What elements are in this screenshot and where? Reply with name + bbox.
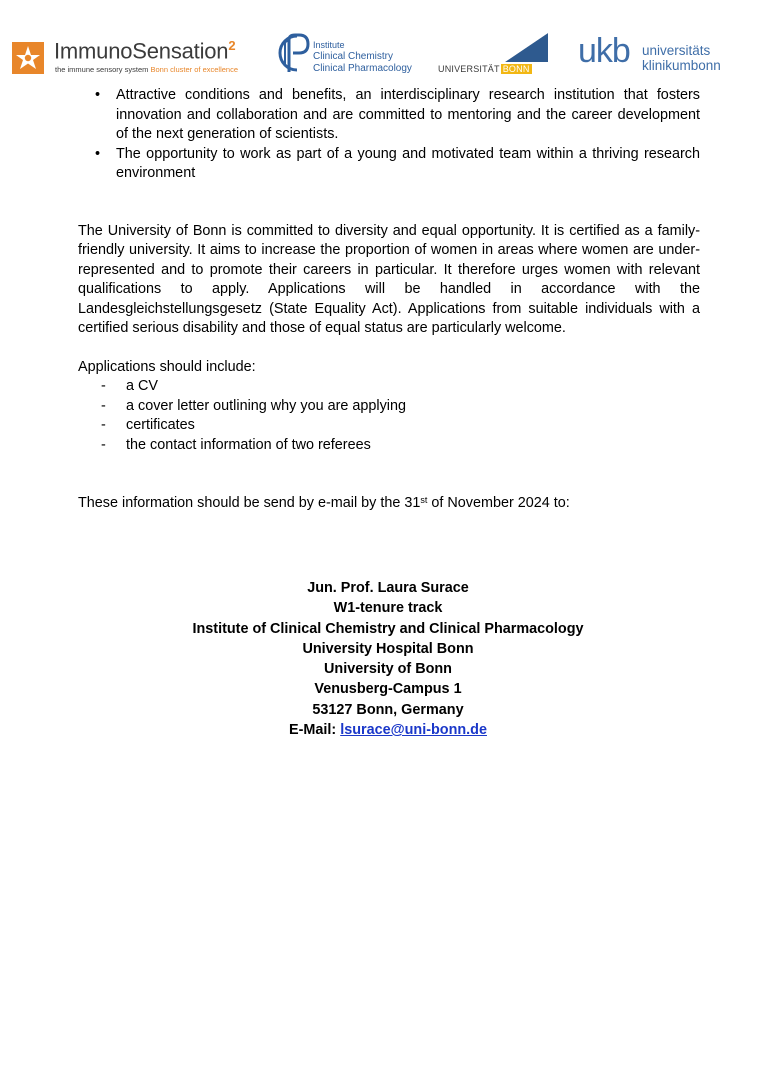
immunosensation-star-icon: [12, 42, 44, 74]
immunosensation-tagline: the immune sensory system Bonn cluster of excellence: [55, 65, 239, 74]
university-bonn-emblem-icon: [505, 33, 548, 62]
ukb-mark: ukb: [578, 32, 630, 70]
contact-name: Jun. Prof. Laura Surace: [307, 580, 469, 596]
letter-body: [78, 86, 700, 514]
contact-institute: Institute of Clinical Chemistry and Clinical Pharmacology: [192, 620, 584, 637]
contact-position: W1-tenure track: [333, 600, 443, 617]
contact-campus: Venusberg-Campus 1: [314, 681, 462, 698]
applications-list: [78, 377, 700, 455]
contact-block: [78, 578, 698, 740]
header-logos: [0, 0, 772, 90]
contact-university: University of Bonn: [324, 661, 452, 678]
diversity-paragraph: The University of Bonn is committed to diversity and equal opportunity. It is certified as a family-friendly university. It aims to increase the proportion of women in areas where women are under-represented and to promote their careers in particular. It therefore urges women with relevant qualifications to apply. Applications will be handled in accordance with the Landesgleichstellungsgesetz (State Equality Act). Applications from suitable individuals with a certified serious disability and those of equal status are particularly welcome.: [78, 222, 700, 336]
ukb-logo: [578, 32, 748, 78]
ukb-wordmark: universitäts klinikumbonn: [642, 43, 721, 73]
universitaet-bonn-logo: [436, 33, 552, 77]
email-link[interactable]: lsurace@uni-bonn.de: [340, 722, 487, 739]
immunosensation-name: ImmunoSensation$^2$: [54, 38, 236, 64]
contact-city: 53127 Bonn, Germany: [312, 701, 464, 718]
list-item: • Attractive conditions and benefits, an interdisciplinary research institution that fosters innovation and collaboration and are committed to mentoring and the career development of the next generation of scientists.: [116, 86, 700, 145]
list-item: - a CV: [126, 377, 700, 397]
contact-hospital: University Hospital Bonn: [302, 640, 474, 657]
contact-email-line: E-Mail: lsurace@uni-bonn.de: [289, 722, 487, 739]
applications-intro: Applications should include:: [78, 358, 256, 375]
institute-logo: [275, 32, 425, 76]
university-bonn-wordmark: UNIVERSITÄT BONN: [438, 64, 530, 74]
deadline-sentence: These information should be send by e-mail by the 31st of November 2024 to:: [78, 495, 570, 511]
list-item: • The opportunity to work as part of a young and motivated team within a thriving research environment: [116, 145, 700, 184]
benefits-list: [78, 86, 700, 184]
institute-cp-icon: [275, 32, 311, 74]
list-item: - certificates: [126, 416, 700, 436]
list-item: - a cover letter outlining why you are applying: [126, 397, 700, 417]
immunosensation-logo: [12, 40, 262, 80]
institute-name: Institute Clinical Chemistry Clinical Pharmacology: [313, 40, 412, 74]
list-item: - the contact information of two referees: [126, 436, 700, 456]
